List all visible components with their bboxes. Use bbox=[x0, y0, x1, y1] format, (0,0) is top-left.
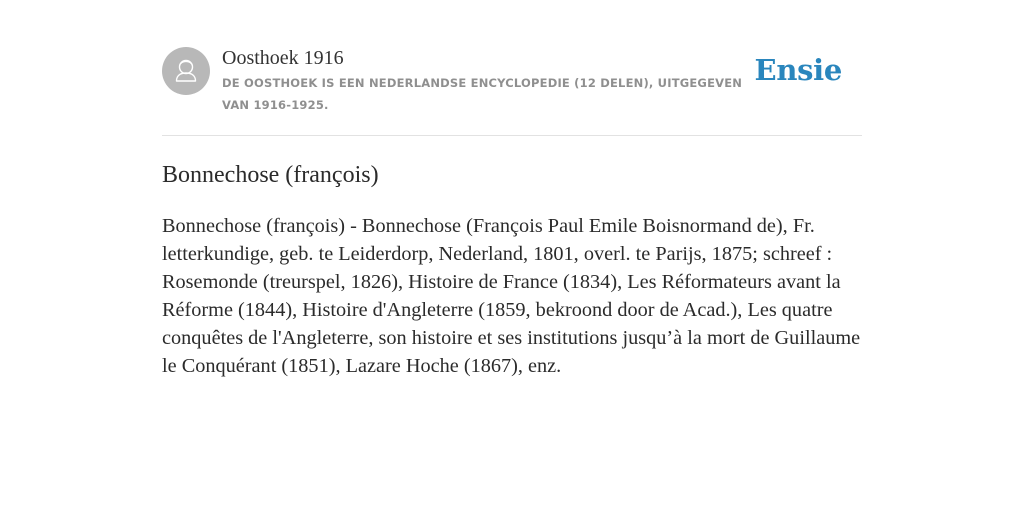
content-wrapper bbox=[162, 0, 862, 377]
source-avatar[interactable] bbox=[162, 47, 210, 95]
source-header bbox=[162, 0, 862, 136]
user-icon bbox=[162, 47, 210, 95]
entry-title: Bonnechose (françois) bbox=[162, 162, 379, 188]
entry-body: Bonnechose (françois) - Bonnechose (François Paul Emile Boisnormand de), Fr. letterkundige, geb. te Leiderdorp, Nederland, 1801, overl. te Parijs, 1875; schreef : Rosemonde (treurspel, 1826), Histoire de France (1834), Les Réformateurs avant la Réforme (1844), Histoire d'Angleterre (1859, bekroond door de Acad.), Les quatre conquêtes de l'Angleterre, son histoire et ses institutions jusqu’à la mort de Guillaume le Conquérant (1851), Lazare Hoche (1867), enz. bbox=[162, 215, 861, 377]
source-description: DE OOSTHOEK IS EEN NEDERLANDSE ENCYCLOPEDIE (12 DELEN), UITGEGEVEN VAN 1916-1925. bbox=[222, 76, 743, 112]
source-title[interactable]: Oosthoek 1916 bbox=[222, 47, 344, 69]
ensie-logo[interactable]: Ensie bbox=[754, 53, 842, 87]
